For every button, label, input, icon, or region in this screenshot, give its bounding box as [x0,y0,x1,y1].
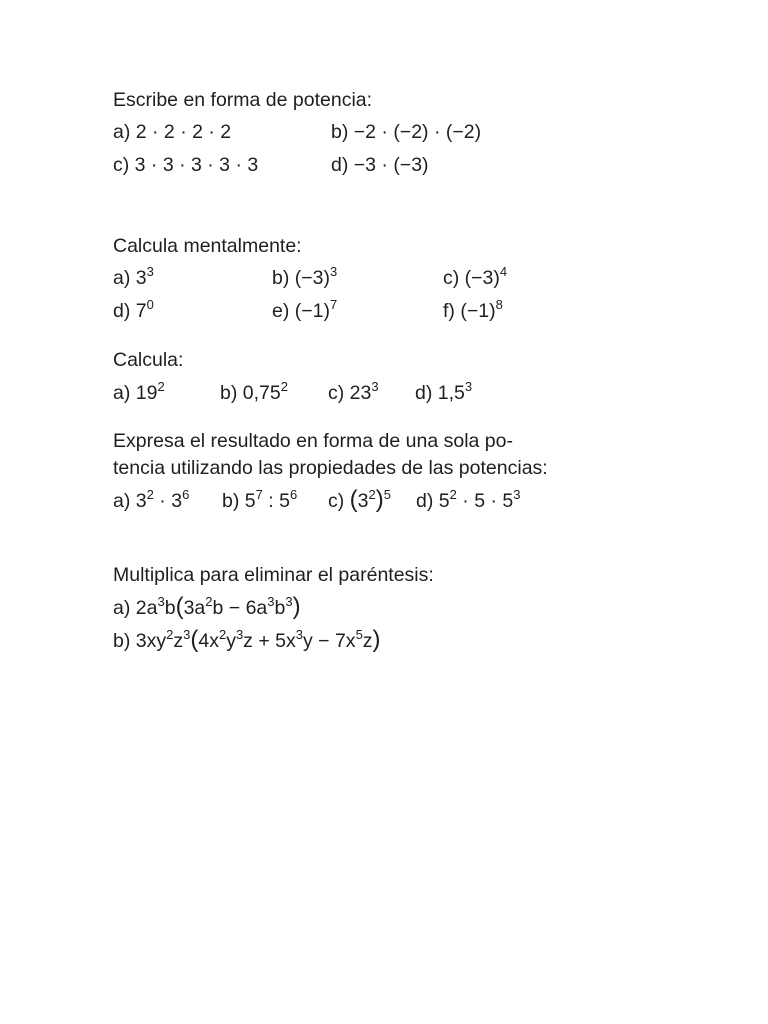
ex3-item-a: a) $19^2$ [113,379,165,404]
ex2-title: Calcula mentalmente: [113,235,302,257]
ex4-title-line1: Expresa el resultado en forma de una sola po- [113,430,513,452]
ex1-item-a: a) 2 · 2 · 2 · 2 [113,121,232,143]
ex1-item-d: d) −3 · (−3) [331,154,429,176]
ex3-item-c: c) $23^3$ [328,379,379,404]
ex2-item-b: b) $(-3)^3$ [272,264,338,289]
ex3-item-d: d) $1,5^3$ [415,379,473,404]
ex1-item-b: b) −2 · (−2) · (−2) [331,121,482,143]
ex3-title: Calcula: [113,349,184,371]
ex4-item-c: c) $(3^2)^5$ [328,486,391,513]
ex4-item-d: d) $5^2 \cdot 5 \cdot 5^3$ [416,487,521,512]
ex5-item-a: a) $2a^3b(3a^2b - 6a^3b^3)$ [113,593,301,620]
ex3-item-b: b) 0,75$^2$ [220,379,288,404]
ex2-item-d: d) $7^0$ [113,297,154,322]
ex1-item-c: c) 3 · 3 · 3 · 3 · 3 [113,154,259,176]
ex4-item-a: a) $3^2 \cdot 3^6$ [113,487,190,512]
ex1-title: Escribe en forma de potencia: [113,89,373,111]
ex2-item-e: e) $(-1)^7$ [272,297,338,322]
ex2-item-a: a) $3^3$ [113,264,154,289]
ex4-title-line2: tencia utilizando las propiedades de las potencias: [113,457,548,479]
ex4-item-b: b) $5^7$ : $5^6$ [222,487,298,512]
ex2-item-f: f) $(-1)^8$ [443,297,503,322]
ex2-item-c: c) $(-3)^4$ [443,264,508,289]
ex5-item-b: b) $3xy^2z^3(4x^2y^3z + 5x^3y - 7x^5z)$ [113,626,381,653]
ex5-title: Multiplica para eliminar el paréntesis: [113,564,434,586]
